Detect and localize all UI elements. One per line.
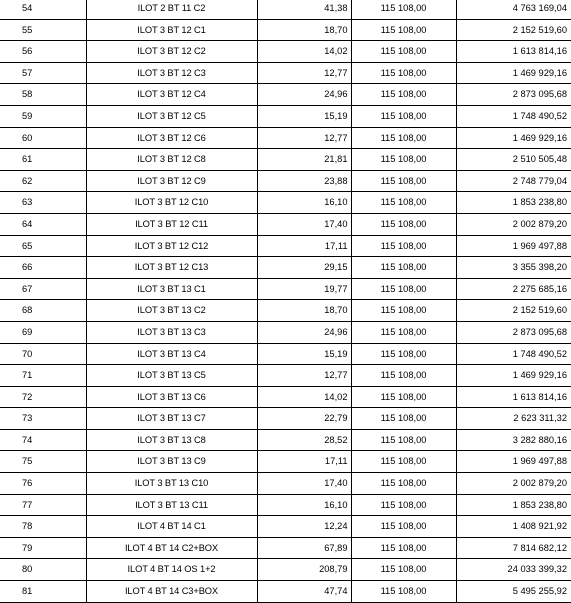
row-number-cell: 81 xyxy=(0,581,86,603)
area-cell: 29,15 xyxy=(257,257,351,279)
table-row xyxy=(0,559,571,581)
table-row xyxy=(0,581,571,603)
table-row xyxy=(0,408,571,430)
total-price-cell: 7 814 682,12 xyxy=(456,537,571,559)
row-number-cell: 79 xyxy=(0,537,86,559)
lot-label-cell: ILOT 3 BT 12 C2 xyxy=(86,41,257,63)
lot-label-cell: ILOT 2 BT 11 C2 xyxy=(86,0,257,19)
lot-label-cell: ILOT 3 BT 12 C8 xyxy=(86,149,257,171)
total-price-cell: 2 510 505,48 xyxy=(456,149,571,171)
lot-label-cell: ILOT 3 BT 13 C11 xyxy=(86,494,257,516)
total-price-cell: 2 873 095,68 xyxy=(456,84,571,106)
row-number-cell: 78 xyxy=(0,516,86,538)
total-price-cell: 3 282 880,16 xyxy=(456,429,571,451)
lot-label-cell: ILOT 4 BT 14 C1 xyxy=(86,516,257,538)
lot-label-cell: ILOT 3 BT 13 C5 xyxy=(86,365,257,387)
lot-label-cell: ILOT 3 BT 13 C4 xyxy=(86,343,257,365)
unit-price-cell: 115 108,00 xyxy=(351,278,456,300)
table-row xyxy=(0,365,571,387)
total-price-cell: 1 853 238,80 xyxy=(456,494,571,516)
area-cell: 12,77 xyxy=(257,365,351,387)
unit-price-cell: 115 108,00 xyxy=(351,127,456,149)
area-cell: 12,77 xyxy=(257,62,351,84)
lot-label-cell: ILOT 3 BT 13 C3 xyxy=(86,321,257,343)
unit-price-cell: 115 108,00 xyxy=(351,84,456,106)
unit-price-cell: 115 108,00 xyxy=(351,537,456,559)
area-cell: 17,40 xyxy=(257,473,351,495)
row-number-cell: 62 xyxy=(0,170,86,192)
unit-price-cell: 115 108,00 xyxy=(351,213,456,235)
unit-price-cell: 115 108,00 xyxy=(351,429,456,451)
unit-price-cell: 115 108,00 xyxy=(351,559,456,581)
lot-label-cell: ILOT 4 BT 14 C2+BOX xyxy=(86,537,257,559)
unit-price-cell: 115 108,00 xyxy=(351,321,456,343)
total-price-cell: 1 469 929,16 xyxy=(456,62,571,84)
row-number-cell: 59 xyxy=(0,105,86,127)
total-price-cell: 1 613 814,16 xyxy=(456,386,571,408)
table-row xyxy=(0,127,571,149)
area-cell: 15,19 xyxy=(257,343,351,365)
row-number-cell: 66 xyxy=(0,257,86,279)
area-cell: 17,11 xyxy=(257,451,351,473)
area-cell: 23,88 xyxy=(257,170,351,192)
table-row xyxy=(0,0,571,19)
lot-label-cell: ILOT 3 BT 13 C6 xyxy=(86,386,257,408)
table-row xyxy=(0,516,571,538)
table-row xyxy=(0,321,571,343)
row-number-cell: 72 xyxy=(0,386,86,408)
unit-price-cell: 115 108,00 xyxy=(351,343,456,365)
row-number-cell: 58 xyxy=(0,84,86,106)
total-price-cell: 1 469 929,16 xyxy=(456,127,571,149)
area-cell: 19,77 xyxy=(257,278,351,300)
row-number-cell: 76 xyxy=(0,473,86,495)
lot-label-cell: ILOT 3 BT 12 C4 xyxy=(86,84,257,106)
table-row xyxy=(0,62,571,84)
unit-price-cell: 115 108,00 xyxy=(351,300,456,322)
area-cell: 22,79 xyxy=(257,408,351,430)
area-cell: 28,52 xyxy=(257,429,351,451)
area-cell: 17,11 xyxy=(257,235,351,257)
row-number-cell: 65 xyxy=(0,235,86,257)
lot-label-cell: ILOT 3 BT 12 C9 xyxy=(86,170,257,192)
area-cell: 24,96 xyxy=(257,321,351,343)
total-price-cell: 1 748 490,52 xyxy=(456,105,571,127)
total-price-cell: 2 748 779,04 xyxy=(456,170,571,192)
unit-price-cell: 115 108,00 xyxy=(351,192,456,214)
row-number-cell: 64 xyxy=(0,213,86,235)
unit-price-cell: 115 108,00 xyxy=(351,408,456,430)
row-number-cell: 61 xyxy=(0,149,86,171)
unit-price-cell: 115 108,00 xyxy=(351,494,456,516)
lot-label-cell: ILOT 3 BT 12 C12 xyxy=(86,235,257,257)
table-row xyxy=(0,192,571,214)
area-cell: 67,89 xyxy=(257,537,351,559)
total-price-cell: 24 033 399,32 xyxy=(456,559,571,581)
unit-price-cell: 115 108,00 xyxy=(351,451,456,473)
area-cell: 24,96 xyxy=(257,84,351,106)
table-row xyxy=(0,473,571,495)
row-number-cell: 75 xyxy=(0,451,86,473)
total-price-cell: 2 152 519,60 xyxy=(456,19,571,41)
row-number-cell: 56 xyxy=(0,41,86,63)
area-cell: 47,74 xyxy=(257,581,351,603)
table-row xyxy=(0,494,571,516)
row-number-cell: 70 xyxy=(0,343,86,365)
table-row xyxy=(0,537,571,559)
lot-label-cell: ILOT 3 BT 12 C1 xyxy=(86,19,257,41)
unit-price-cell: 115 108,00 xyxy=(351,0,456,19)
table-row xyxy=(0,429,571,451)
table-row xyxy=(0,84,571,106)
unit-price-cell: 115 108,00 xyxy=(351,41,456,63)
unit-price-cell: 115 108,00 xyxy=(351,105,456,127)
lot-label-cell: ILOT 3 BT 13 C10 xyxy=(86,473,257,495)
table-row xyxy=(0,300,571,322)
row-number-cell: 73 xyxy=(0,408,86,430)
total-price-cell: 1 408 921,92 xyxy=(456,516,571,538)
row-number-cell: 77 xyxy=(0,494,86,516)
lot-label-cell: ILOT 3 BT 12 C11 xyxy=(86,213,257,235)
table-row xyxy=(0,257,571,279)
table-row xyxy=(0,170,571,192)
total-price-cell: 1 969 497,88 xyxy=(456,235,571,257)
area-cell: 18,70 xyxy=(257,19,351,41)
unit-price-cell: 115 108,00 xyxy=(351,386,456,408)
total-price-cell: 2 002 879,20 xyxy=(456,213,571,235)
table-row xyxy=(0,149,571,171)
area-cell: 17,40 xyxy=(257,213,351,235)
row-number-cell: 67 xyxy=(0,278,86,300)
total-price-cell: 1 748 490,52 xyxy=(456,343,571,365)
unit-price-cell: 115 108,00 xyxy=(351,516,456,538)
lot-label-cell: ILOT 3 BT 13 C9 xyxy=(86,451,257,473)
row-number-cell: 71 xyxy=(0,365,86,387)
unit-price-cell: 115 108,00 xyxy=(351,19,456,41)
row-number-cell: 69 xyxy=(0,321,86,343)
lot-label-cell: ILOT 3 BT 12 C3 xyxy=(86,62,257,84)
row-number-cell: 68 xyxy=(0,300,86,322)
unit-price-cell: 115 108,00 xyxy=(351,170,456,192)
unit-price-cell: 115 108,00 xyxy=(351,473,456,495)
lot-label-cell: ILOT 3 BT 12 C6 xyxy=(86,127,257,149)
row-number-cell: 60 xyxy=(0,127,86,149)
unit-price-cell: 115 108,00 xyxy=(351,62,456,84)
row-number-cell: 57 xyxy=(0,62,86,84)
lot-label-cell: ILOT 3 BT 13 C2 xyxy=(86,300,257,322)
area-cell: 15,19 xyxy=(257,105,351,127)
table-row xyxy=(0,343,571,365)
area-cell: 208,79 xyxy=(257,559,351,581)
area-cell: 14,02 xyxy=(257,386,351,408)
unit-price-cell: 115 108,00 xyxy=(351,365,456,387)
total-price-cell: 2 152 519,60 xyxy=(456,300,571,322)
lot-label-cell: ILOT 3 BT 12 C13 xyxy=(86,257,257,279)
row-number-cell: 63 xyxy=(0,192,86,214)
unit-price-cell: 115 108,00 xyxy=(351,235,456,257)
total-price-cell: 1 613 814,16 xyxy=(456,41,571,63)
total-price-cell: 1 853 238,80 xyxy=(456,192,571,214)
area-cell: 14,02 xyxy=(257,41,351,63)
total-price-cell: 5 495 255,92 xyxy=(456,581,571,603)
area-cell: 16,10 xyxy=(257,494,351,516)
area-cell: 12,24 xyxy=(257,516,351,538)
lot-label-cell: ILOT 3 BT 12 C10 xyxy=(86,192,257,214)
area-cell: 16,10 xyxy=(257,192,351,214)
lot-label-cell: ILOT 4 BT 14 OS 1+2 xyxy=(86,559,257,581)
row-number-cell: 80 xyxy=(0,559,86,581)
unit-price-cell: 115 108,00 xyxy=(351,581,456,603)
row-number-cell: 54 xyxy=(0,0,86,19)
unit-price-cell: 115 108,00 xyxy=(351,257,456,279)
area-cell: 18,70 xyxy=(257,300,351,322)
total-price-cell: 4 763 169,04 xyxy=(456,0,571,19)
total-price-cell: 1 469 929,16 xyxy=(456,365,571,387)
lot-label-cell: ILOT 4 BT 14 C3+BOX xyxy=(86,581,257,603)
lot-label-cell: ILOT 3 BT 12 C5 xyxy=(86,105,257,127)
total-price-cell: 2 623 311,32 xyxy=(456,408,571,430)
lot-label-cell: ILOT 3 BT 13 C7 xyxy=(86,408,257,430)
table-row xyxy=(0,278,571,300)
total-price-cell: 2 275 685,16 xyxy=(456,278,571,300)
table-row xyxy=(0,19,571,41)
table-row xyxy=(0,105,571,127)
total-price-cell: 2 002 879,20 xyxy=(456,473,571,495)
table-row xyxy=(0,451,571,473)
table-row xyxy=(0,235,571,257)
total-price-cell: 3 355 398,20 xyxy=(456,257,571,279)
total-price-cell: 2 873 095,68 xyxy=(456,321,571,343)
unit-price-cell: 115 108,00 xyxy=(351,149,456,171)
table-row xyxy=(0,386,571,408)
table-row xyxy=(0,213,571,235)
area-cell: 41,38 xyxy=(257,0,351,19)
lot-label-cell: ILOT 3 BT 13 C1 xyxy=(86,278,257,300)
lot-label-cell: ILOT 3 BT 13 C8 xyxy=(86,429,257,451)
row-number-cell: 55 xyxy=(0,19,86,41)
table-row xyxy=(0,41,571,63)
area-cell: 21,81 xyxy=(257,149,351,171)
row-number-cell: 74 xyxy=(0,429,86,451)
total-price-cell: 1 969 497,88 xyxy=(456,451,571,473)
area-cell: 12,77 xyxy=(257,127,351,149)
